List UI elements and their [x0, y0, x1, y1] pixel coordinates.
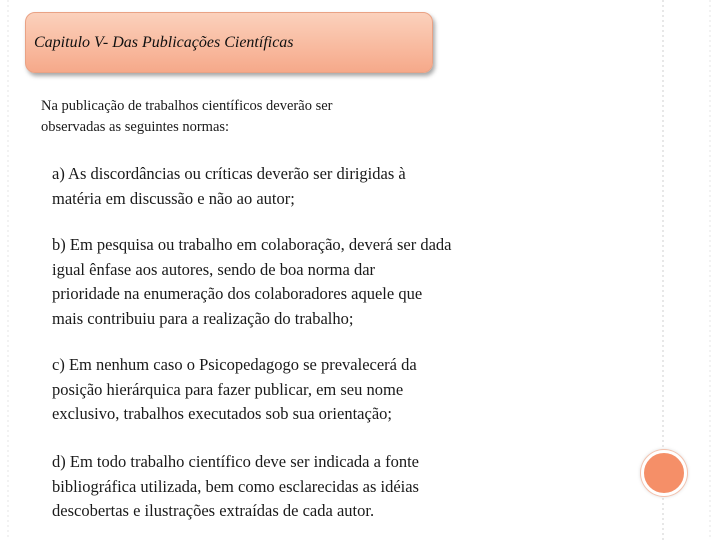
norm-line: posição hierárquica para fazer publicar, em seu nome [52, 379, 404, 399]
intro-line: Na publicação de trabalhos científicos deverão ser [41, 98, 333, 114]
norm-line: mais contribuiu para a realização do trabalho; [52, 308, 354, 328]
norm-item-c [52, 353, 552, 427]
norm-line: c) Em nenhum caso o Psicopedagogo se prevalecerá da [52, 355, 417, 374]
intro-paragraph [41, 96, 421, 138]
norm-line: matéria em discussão e não ao autor; [52, 188, 295, 208]
norm-item-b [52, 233, 552, 331]
norm-item-a [52, 162, 552, 211]
norm-line: bibliográfica utilizada, bem como esclarecidas as idéias [52, 476, 419, 496]
norm-line: igual ênfase aos autores, sendo de boa norma dar [52, 259, 376, 279]
norm-line: descobertas e ilustrações extraídas de cada autor. [52, 501, 375, 520]
norm-line: a) As discordâncias ou críticas deverão ser dirigidas à [52, 164, 406, 183]
slide-title: Capitulo V- Das Publicações Científicas [34, 34, 294, 51]
norm-line: d) Em todo trabalho científico deve ser indicada a fonte [52, 452, 419, 471]
norm-line: exclusivo, trabalhos executados sob sua orientação; [52, 404, 392, 423]
norm-item-d [52, 450, 552, 524]
norm-line: b) Em pesquisa ou trabalho em colaboração, deverá ser dada [52, 235, 452, 254]
decorative-circle [641, 450, 687, 496]
norm-line: prioridade na enumeração dos colaboradores aquele que [52, 284, 423, 303]
intro-line: observadas as seguintes normas: [41, 119, 230, 135]
